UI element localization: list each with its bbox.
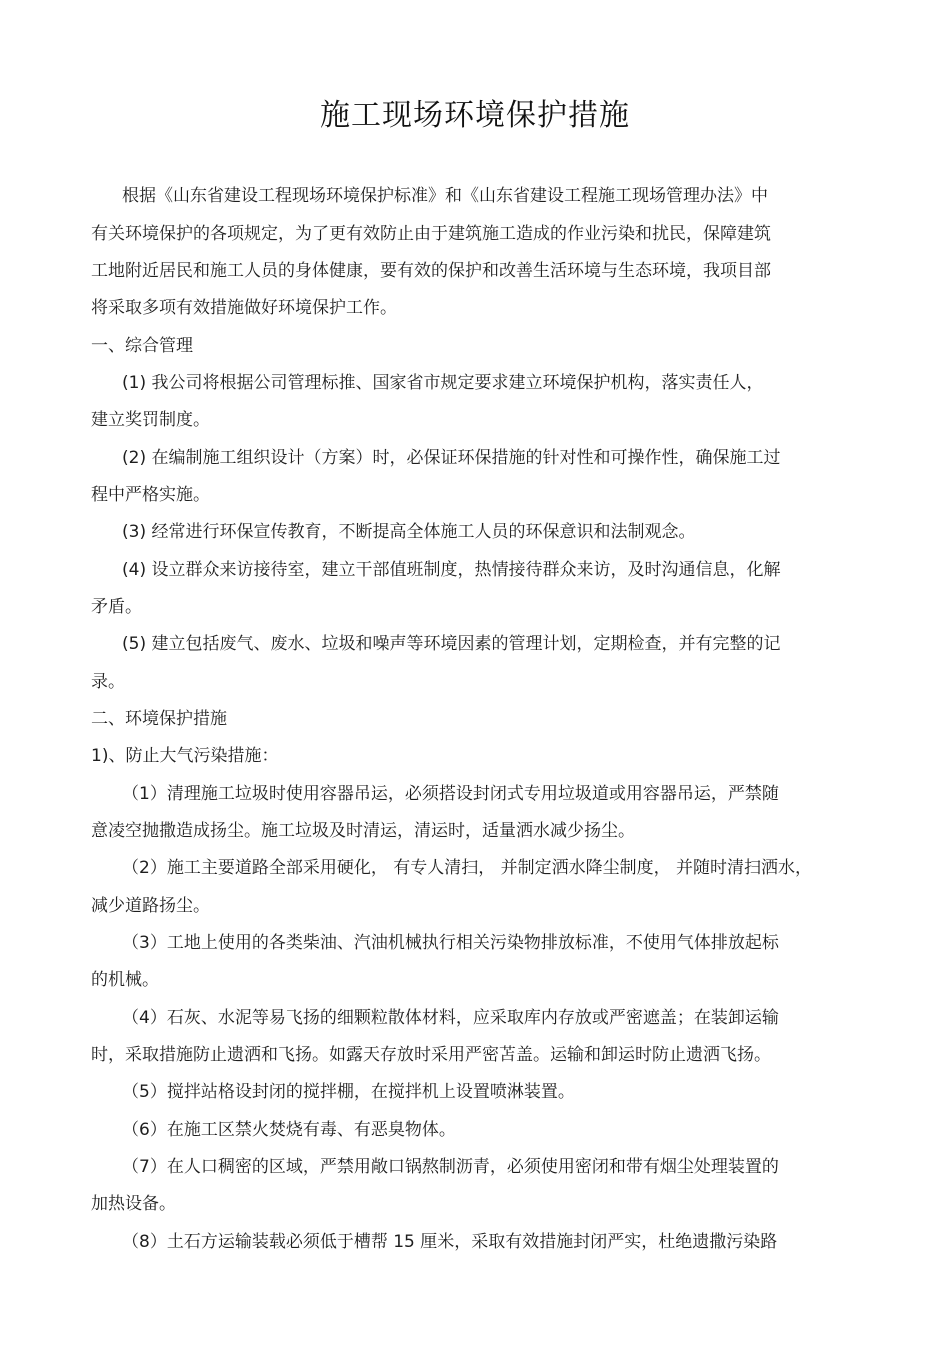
paragraph-line: （3）工地上使用的各类柴油、汽油机械执行相关污染物排放标准，不使用气体排放起标 xyxy=(122,933,779,953)
paragraph-line: （8）土石方运输装载必须低于槽帮 15 厘米，采取有效措施封闭严实，杜绝遗撒污染路 xyxy=(122,1232,778,1252)
paragraph-line: (3) 经常进行环保宣传教育，不断提高全体施工人员的环保意识和法制观念。 xyxy=(122,522,696,542)
paragraph-line: 矛盾。 xyxy=(91,597,142,617)
paragraph-line: 建立奖罚制度。 xyxy=(91,410,210,430)
paragraph-line: 的机械。 xyxy=(91,970,159,990)
page-title: 施工现场环境保护措施 xyxy=(320,98,630,133)
subsection-heading: 1)、防止大气污染措施： xyxy=(91,746,279,766)
section-heading: 二、环境保护措施 xyxy=(91,709,227,729)
paragraph-line: 根据《山东省建设工程现场环境保护标准》和《山东省建设工程施工现场管理办法》中 xyxy=(122,186,768,206)
paragraph-line: 减少道路扬尘。 xyxy=(91,896,210,916)
section-heading: 一、综合管理 xyxy=(91,336,193,356)
paragraph-line: （1）清理施工垃圾时使用容器吊运，必须搭设封闭式专用垃圾道或用容器吊运，严禁随 xyxy=(122,784,779,804)
paragraph-line: (1) 我公司将根据公司管理标推、国家省市规定要求建立环境保护机构，落实责任人， xyxy=(122,373,764,393)
paragraph-line: （6）在施工区禁火焚烧有毒、有恶臭物体。 xyxy=(122,1120,456,1140)
paragraph-line: (5) 建立包括废气、废水、垃圾和噪声等环境因素的管理计划，定期检查，并有完整的记 xyxy=(122,634,781,654)
paragraph-line: （2）施工主要道路全部采用硬化， 有专人清扫， 并制定洒水降尘制度， 并随时清扫洒水， xyxy=(122,858,813,878)
paragraph-line: （5）搅拌站格设封闭的搅拌棚，在搅拌机上设置喷淋装置。 xyxy=(122,1082,575,1102)
paragraph-line: 程中严格实施。 xyxy=(91,485,210,505)
paragraph-line: （7）在人口稠密的区域，严禁用敞口锅熬制沥青，必须使用密闭和带有烟尘处理装置的 xyxy=(122,1157,779,1177)
paragraph-line: 录。 xyxy=(91,672,125,692)
paragraph-line: (2) 在编制施工组织设计（方案）时，必保证环保措施的针对性和可操作性，确保施工过 xyxy=(122,448,781,468)
paragraph-line: (4) 设立群众来访接待室，建立干部值班制度，热情接待群众来访，及时沟通信息，化解 xyxy=(122,560,781,580)
paragraph-line: （4）石灰、水泥等易飞扬的细颗粒散体材料，应采取库内存放或严密遮盖；在装卸运输 xyxy=(122,1008,779,1028)
paragraph-line: 加热设备。 xyxy=(91,1194,176,1214)
paragraph-line: 时，采取措施防止遗洒和飞扬。如露天存放时采用严密苫盖。运输和卸运时防止遗洒飞扬。 xyxy=(91,1045,771,1065)
paragraph-line: 意凌空抛撒造成扬尘。施工垃圾及时清运，清运时，适量洒水减少扬尘。 xyxy=(91,821,635,841)
paragraph-line: 有关环境保护的各项规定，为了更有效防止由于建筑施工造成的作业污染和扰民，保障建筑 xyxy=(91,224,771,244)
paragraph-line: 工地附近居民和施工人员的身体健康，要有效的保护和改善生活环境与生态环境，我项目部 xyxy=(91,261,771,281)
paragraph-line: 将采取多项有效措施做好环境保护工作。 xyxy=(91,298,397,318)
